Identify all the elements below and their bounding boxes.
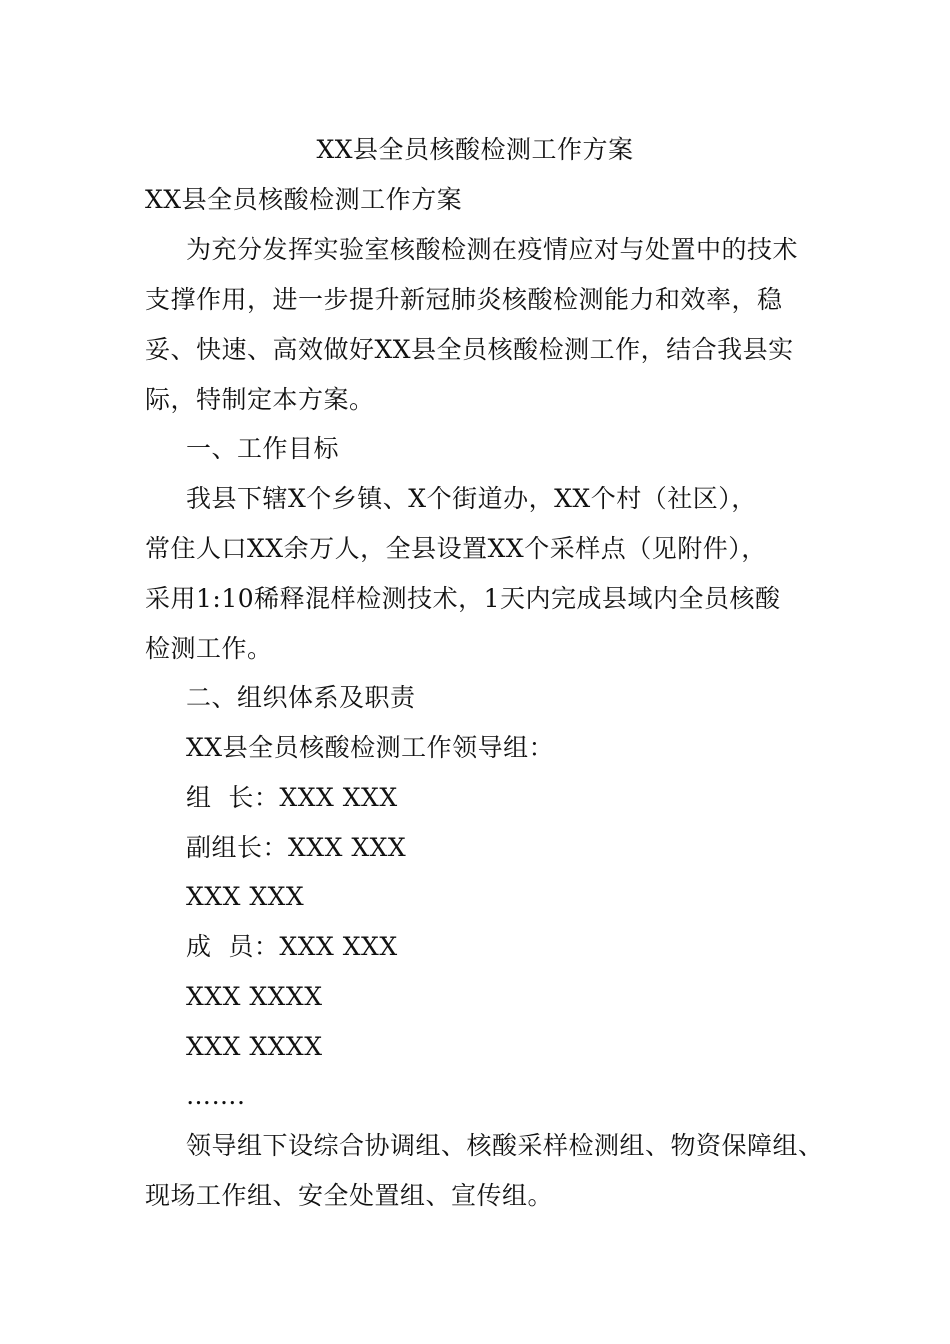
deputy-extra-line: XXX XXX [186,882,305,911]
section2-heading: 二、组织体系及职责 [186,683,416,712]
section1-line: 采用1:10稀释混样检测技术，1天内完成县域内全员核酸 [145,584,781,613]
member-line: 成 员：XXX XXX [186,932,398,961]
section1-heading: 一、工作目标 [186,434,340,463]
subgroups-line: 领导组下设综合协调组、核酸采样检测组、物资保障组、 [186,1131,824,1160]
deputy-leader-line: 副组长：XXX XXX [186,833,407,862]
member-extra-line: XXX XXXX [186,1032,323,1061]
intro-line: 支撑作用，进一步提升新冠肺炎核酸检测能力和效率，稳 [145,285,783,314]
section1-line: 常住人口XX余万人，全县设置XX个采样点（见附件）， [145,534,767,563]
document-title: XX县全员核酸检测工作方案 [316,135,634,164]
leader-line: 组 长：XXX XXX [186,783,398,812]
section1-line: 我县下辖X个乡镇、X个街道办，XX个村（社区）， [186,484,757,513]
subgroups-line: 现场工作组、安全处置组、宣传组。 [145,1181,554,1210]
intro-line: 际，特制定本方案。 [145,385,375,414]
section1-line: 检测工作。 [145,634,273,663]
intro-line: 妥、快速、高效做好XX县全员核酸检测工作，结合我县实 [145,335,794,364]
leadership-group-title: XX县全员核酸检测工作领导组： [186,733,555,762]
ellipsis-line: ……. [186,1081,246,1110]
intro-line: 为充分发挥实验室核酸检测在疫情应对与处置中的技术 [186,235,799,264]
document-subtitle: XX县全员核酸检测工作方案 [145,185,463,214]
member-extra-line: XXX XXXX [186,982,323,1011]
